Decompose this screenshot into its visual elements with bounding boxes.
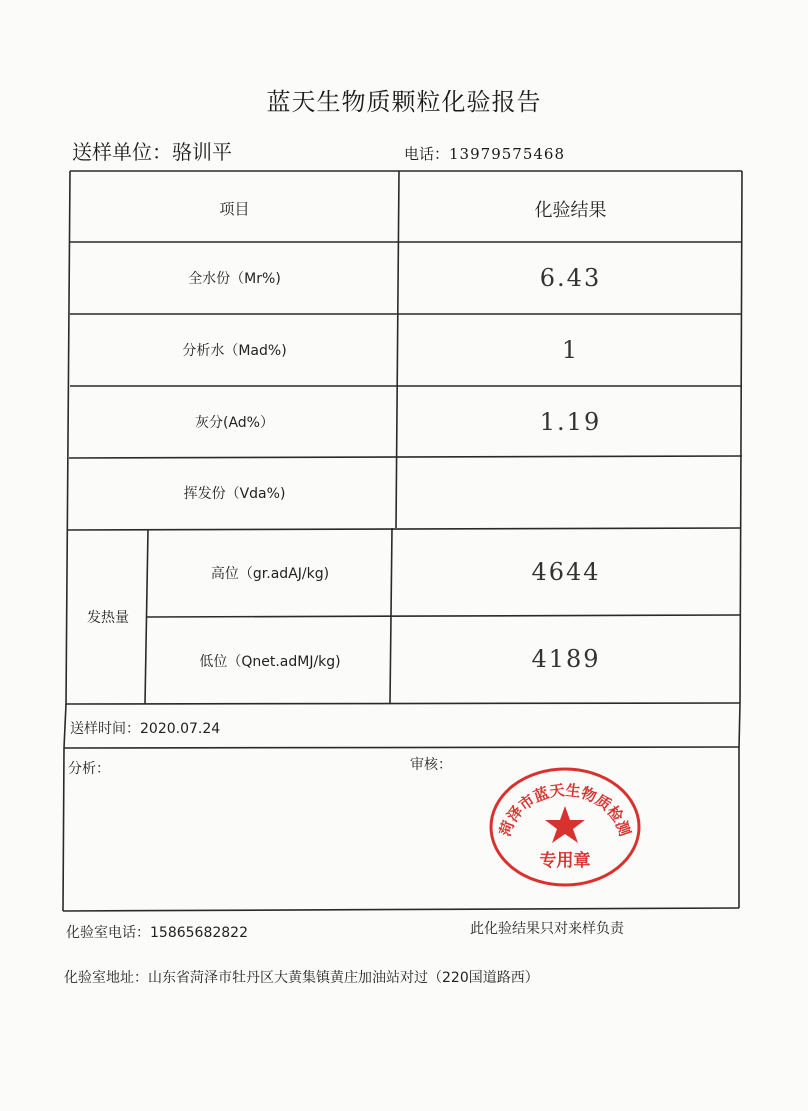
sender-unit: 送样单位：骆训平	[72, 140, 232, 164]
review-label: 审核：	[410, 757, 452, 773]
disclaimer: 此化验结果只对来样负责	[470, 921, 624, 937]
sample-time: 送样时间：2020.07.24	[70, 721, 221, 737]
lab-phone: 化验室电话：15865682822	[66, 925, 248, 941]
row-label-analysis-water: 分析水（Mad%)	[182, 343, 287, 359]
stamp-graphic	[488, 766, 642, 888]
row-label-volatile: 挥发份（Vda%)	[183, 486, 286, 502]
heat-high-value: 4644	[531, 558, 601, 586]
lab-address: 化验室地址：山东省菏泽市牡丹区大黄集镇黄庄加油站对过（220国道路西）	[64, 970, 539, 986]
heat-low-value: 4189	[531, 645, 601, 673]
phone-number: 13979575468	[449, 145, 565, 163]
stamp-bottom-text: 专用章	[539, 851, 591, 871]
row-value-moisture: 6.43	[539, 264, 602, 292]
phone-label: 电话：	[404, 145, 450, 163]
stamp-top-text: 菏泽市蓝天生物质检测	[495, 781, 635, 839]
heat-high-label: 高位（gr.adAJ/kg)	[210, 566, 330, 582]
header-result: 化验结果	[534, 200, 607, 221]
row-value-ash: 1.19	[539, 408, 602, 436]
heat-low-label: 低位（Qnet.adMJ/kg)	[199, 654, 341, 670]
stamp-star-icon	[545, 806, 585, 843]
heat-label: 发热量	[87, 610, 129, 626]
row-label-moisture: 全水份（Mr%)	[188, 271, 281, 287]
analysis-label: 分析：	[68, 761, 110, 777]
report-title: 蓝天生物质颗粒化验报告	[266, 88, 542, 116]
row-label-ash: 灰分(Ad%）	[195, 415, 274, 431]
official-stamp	[488, 766, 642, 888]
header-item: 项目	[219, 200, 250, 218]
row-value-analysis-water: 1	[561, 336, 580, 364]
